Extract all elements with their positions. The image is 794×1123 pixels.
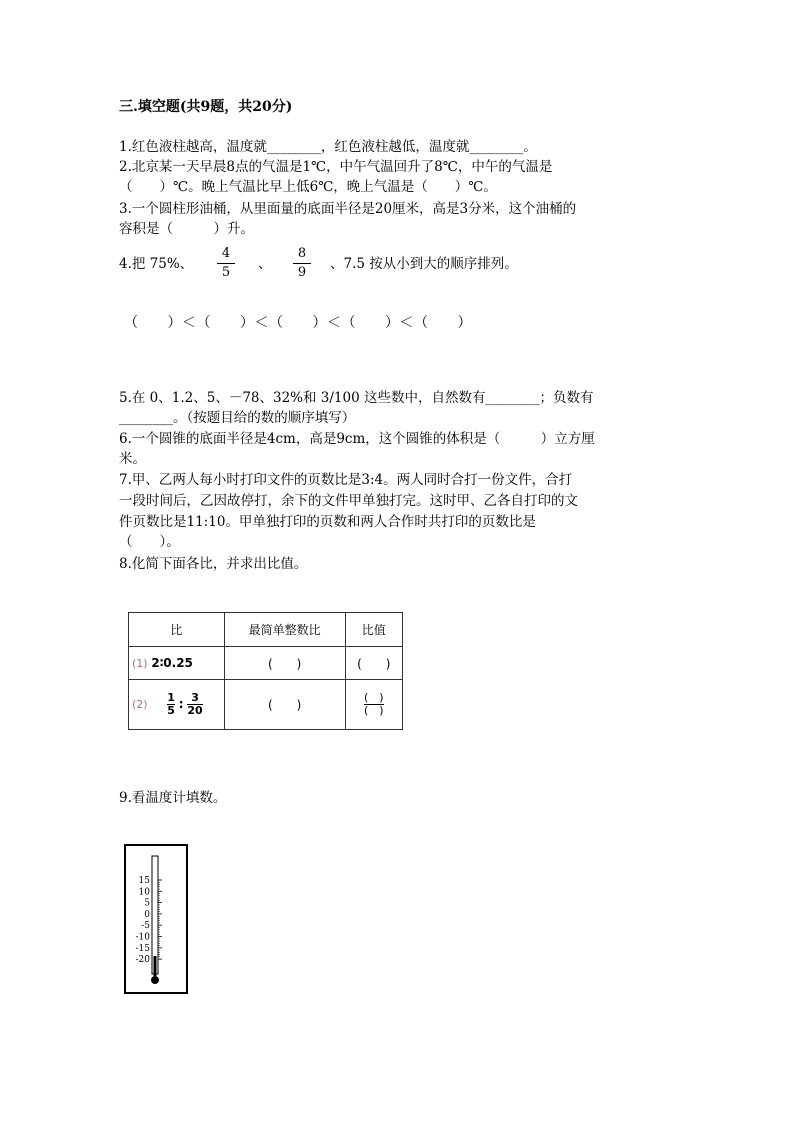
table-row	[129, 680, 403, 730]
thermometer-tick-label: 10	[138, 887, 150, 898]
row-2-value-blank	[345, 680, 402, 730]
thermometer-figure	[124, 844, 188, 994]
question-8: 8.化简下面各比，并求出比值。	[119, 556, 308, 572]
section-title: 三.填空题(共9题，共20分)	[119, 99, 293, 115]
question-5-line-2: ________。（按题目给的数的顺序填写）	[119, 410, 356, 426]
fraction-denominator: 9	[297, 265, 307, 280]
thermometer-icon	[126, 846, 186, 992]
row-1-simplest-blank: ( )	[224, 647, 345, 680]
thermometer-tick-label: 5	[144, 898, 150, 909]
fraction-three-twentieths: $\frac{3}{20}$	[187, 691, 203, 717]
value-fraction-blank: $\frac{( )}{( )}$	[363, 691, 384, 717]
row-label: (2)	[132, 698, 148, 711]
question-2-line-1: 2.北京某一天早晨8点的气温是1℃，中午气温回升了8℃，中午的气温是	[119, 159, 553, 175]
question-4-separator: 、	[258, 256, 272, 272]
question-5-line-1: 5.在 0、1.2、5、－78、32%和 3/100 这些数中，自然数有________；负数有	[119, 390, 594, 406]
thermometer-tick-label: -10	[135, 932, 150, 943]
thermometer-tick-label: 0	[144, 909, 150, 920]
fraction-numerator: 8	[297, 246, 307, 261]
question-7-line-4: （ ）。	[119, 534, 180, 550]
question-4-suffix: 、7.5 按从小到大的顺序排列。	[330, 256, 518, 272]
thermometer-tick-label: -20	[135, 955, 150, 966]
row-1-value-blank: ( )	[345, 647, 402, 680]
fraction-numerator: 4	[221, 246, 231, 261]
question-9: 9.看温度计填数。	[119, 790, 227, 806]
row-2-ratio-cell	[129, 680, 225, 730]
fraction-four-fifths	[217, 246, 235, 281]
question-2-line-2: （ ）℃。晚上气温比早上低6℃，晚上气温是（ ）℃。	[119, 179, 497, 195]
question-7-line-1: 7.甲、乙两人每小时打印文件的页数比是3:4。两人同时合打一份文件，合打	[119, 472, 573, 488]
fraction-denominator: 5	[221, 265, 231, 280]
question-1: 1.红色液柱越高，温度就________，红色液柱越低，温度就________。	[119, 139, 537, 155]
ratio-colon: :	[178, 697, 184, 711]
question-4-answer-row: （ ）＜（ ）＜（ ）＜（ ）＜（ ）	[124, 315, 472, 331]
question-7-line-3: 件页数比是11:10。甲单独打印的页数和两人合作时共打印的页数比是	[119, 514, 536, 530]
row-label: (1)	[132, 657, 148, 670]
question-6-line-2: 米。	[119, 451, 146, 467]
header-value: 比值	[345, 613, 402, 647]
thermometer-tick-label: -15	[135, 943, 150, 954]
thermometer-tick-label: -5	[141, 921, 150, 932]
row-2-simplest-blank: ( )	[224, 680, 345, 730]
fraction-eight-ninths	[293, 246, 311, 281]
thermometer-liquid	[154, 956, 157, 976]
question-6-line-1: 6.一个圆锥的底面半径是4cm，高是9cm，这个圆锥的体积是（ ）立方厘	[119, 431, 595, 447]
row-1-ratio-cell	[129, 647, 225, 680]
thermometer-bulb	[151, 976, 159, 984]
ratio-table	[128, 612, 403, 730]
question-4-prefix: 4.把 75%、	[119, 256, 194, 272]
fraction-one-fifth: $\frac{1}{5}$	[167, 691, 175, 717]
header-ratio: 比	[129, 613, 225, 647]
question-7-line-2: 一段时间后，乙因故停打，余下的文件甲单独打完。这时甲、乙各自打印的文	[119, 493, 578, 509]
ratio-expression: 2∶0.25	[151, 656, 193, 670]
header-simplest: 最简单整数比	[224, 613, 345, 647]
table-header-row	[129, 613, 403, 647]
question-3-line-2: 容积是（ ）升。	[119, 221, 254, 237]
question-3-line-1: 3.一个圆柱形油桶，从里面量的底面半径是20厘米，高是3分米，这个油桶的	[119, 201, 577, 217]
table-row	[129, 647, 403, 680]
thermometer-tick-label: 15	[138, 876, 150, 886]
